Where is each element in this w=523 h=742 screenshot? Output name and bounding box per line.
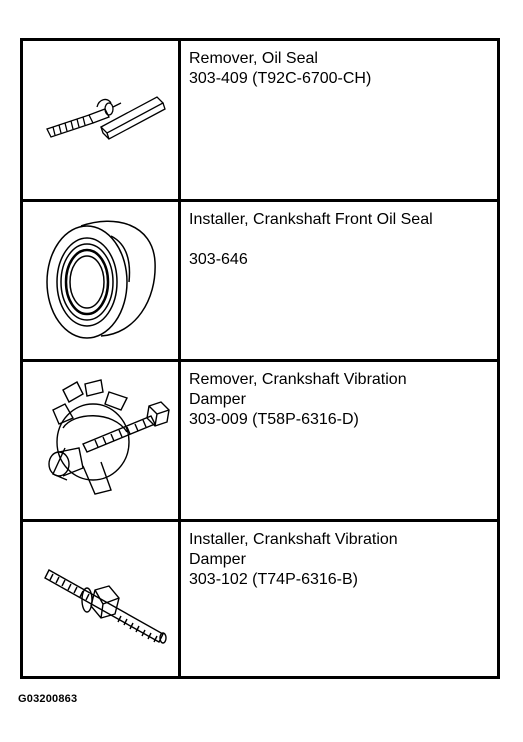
front-oil-seal-installer-icon [23, 202, 181, 362]
oil-seal-remover-icon [23, 41, 181, 199]
tool-name: Installer, Crankshaft Vibration [189, 531, 398, 548]
tool-name-continued: Damper [189, 391, 246, 408]
tool-description [189, 530, 493, 590]
tool-part-number: 303-409 (T92C-6700-CH) [189, 70, 372, 87]
tool-part-number: 303-646 [189, 251, 248, 268]
tool-name: Remover, Oil Seal [189, 50, 318, 67]
tool-row-vibration-damper-installer [23, 519, 497, 679]
special-tools-table [20, 38, 500, 679]
tool-image-cell [23, 202, 181, 362]
figure-id: G03200863 [18, 693, 78, 705]
tool-image-cell [23, 362, 181, 522]
tool-name: Installer, Crankshaft Front Oil Seal [189, 211, 433, 228]
tool-name-continued: Damper [189, 551, 246, 568]
tool-name: Remover, Crankshaft Vibration [189, 371, 407, 388]
tool-description [189, 210, 493, 270]
tool-row-oil-seal-remover [23, 41, 497, 199]
tool-image-cell [23, 522, 181, 679]
vibration-damper-remover-icon [23, 362, 181, 522]
tool-image-cell [23, 41, 181, 199]
tool-part-number: 303-009 (T58P-6316-D) [189, 411, 359, 428]
vibration-damper-installer-icon [23, 522, 181, 679]
tool-part-number: 303-102 (T74P-6316-B) [189, 571, 358, 588]
tool-row-front-oil-seal-installer [23, 199, 497, 362]
tool-description [189, 370, 493, 430]
tool-description [189, 49, 493, 89]
tool-row-vibration-damper-remover [23, 359, 497, 522]
